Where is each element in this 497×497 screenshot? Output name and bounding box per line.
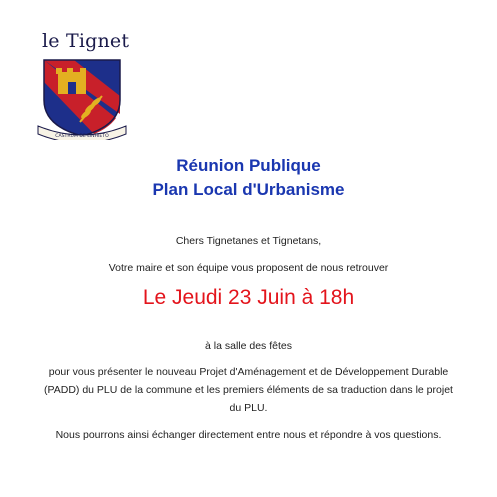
- page-title: Réunion Publique: [176, 156, 321, 175]
- page-subtitle: Plan Local d'Urbanisme: [152, 180, 345, 199]
- venue-text: à la salle des fêtes: [205, 340, 292, 352]
- body-text-line-1: pour vous présenter le nouveau Projet d'Aménagement et de Développement Durable: [48, 366, 449, 378]
- village-logo: [34, 30, 130, 140]
- intro-text: Votre maire et son équipe vous proposent de nous retrouver: [108, 262, 389, 274]
- body-text-line-3: du PLU.: [229, 402, 268, 414]
- closing-text: Nous pourrons ainsi échanger directement entre nous et répondre à vos questions.: [55, 429, 442, 441]
- body-text-line-2: (PADD) du PLU de la commune et les premiers éléments de sa traduction dans le projet: [44, 384, 453, 396]
- meeting-date: Le Jeudi 23 Juin à 18h: [142, 286, 355, 309]
- logo-text: le Tignet: [42, 30, 130, 52]
- logo-motto: CASTRUM DE LINHIETO: [55, 134, 109, 139]
- greeting-text: Chers Tignetanes et Tignetans,: [175, 235, 322, 247]
- coat-of-arms-icon: [34, 56, 130, 140]
